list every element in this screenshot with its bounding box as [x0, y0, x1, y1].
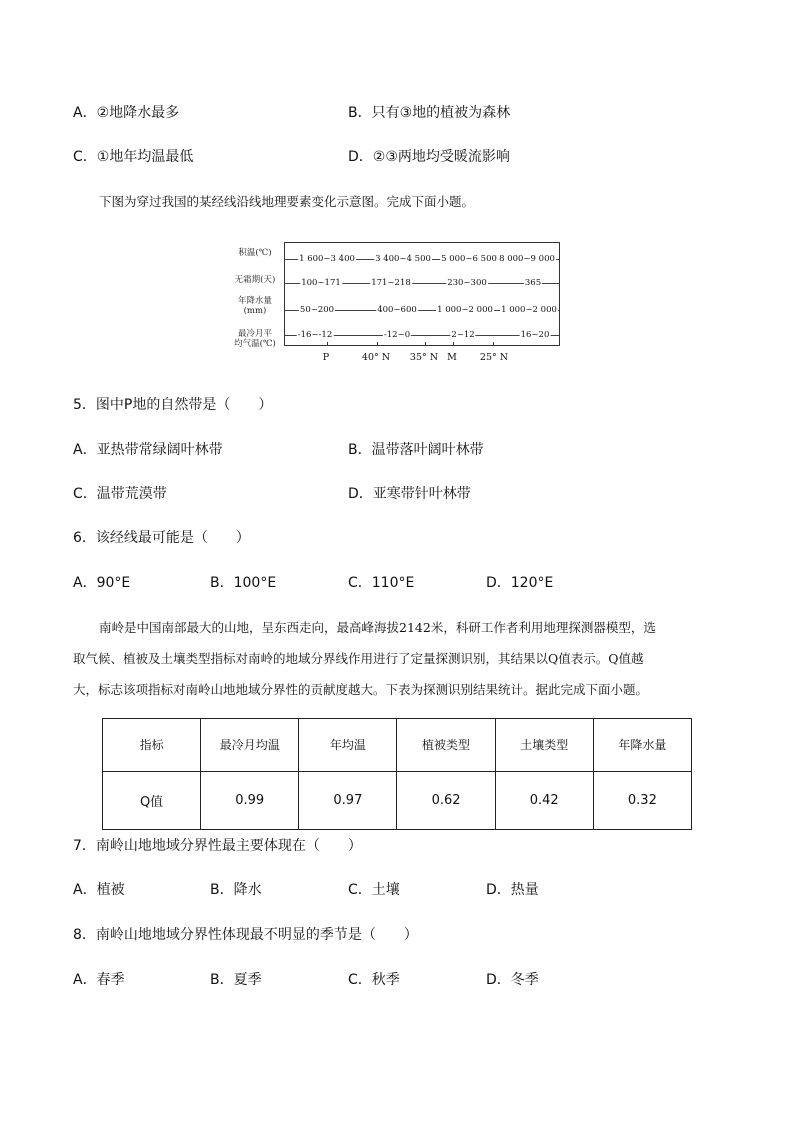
table-header-cell: 土壤类型 — [495, 719, 593, 772]
cell-value: -16~-12 — [297, 330, 333, 340]
q5-option-d[interactable]: D．亚寒带针叶林带 — [348, 486, 471, 502]
axis-tick — [425, 342, 426, 346]
intro-line: 大，标志该项指标对南岭山地地域分界性的贡献度越大。下表为探测识别结果统计。据此完成下面小题。 — [73, 682, 649, 697]
q8-option-d[interactable]: D．冬季 — [486, 972, 539, 988]
q5-option-b[interactable]: B．温带落叶阔叶林带 — [348, 442, 484, 458]
table-header-cell: 指标 — [103, 719, 201, 772]
q7-option-c[interactable]: C．土壤 — [348, 882, 400, 898]
row-label-coldest-month: 最冷月平 均气温(℃) — [234, 329, 276, 349]
figure-intro: 下图为穿过我国的某经线沿线地理要素变化示意图。完成下面小题。 — [99, 194, 475, 209]
axis-label-m: M — [447, 352, 457, 363]
table-cell: 0.99 — [201, 771, 299, 829]
question-5-stem: 5．图中P地的自然带是（ ） — [73, 397, 273, 413]
q5-option-c[interactable]: C．温带荒漠带 — [73, 486, 167, 502]
cell-value: 100~171 — [301, 278, 341, 288]
table-cell: 0.42 — [495, 771, 593, 829]
q7-option-d[interactable]: D．热量 — [486, 882, 539, 898]
axis-tick — [493, 342, 494, 346]
cell-value: 16~20 — [520, 330, 550, 340]
table-header-cell: 最冷月均温 — [201, 719, 299, 772]
q7-option-a[interactable]: A．植被 — [73, 882, 125, 898]
option-a[interactable]: A．②地降水最多 — [73, 105, 180, 121]
row-label-accumulated-temp: 积温(℃) — [238, 248, 272, 258]
cell-value: 2~12 — [451, 330, 475, 340]
cell-value: 8 000~9 000 — [499, 254, 555, 264]
table-header-cell: 年降水量 — [593, 719, 691, 772]
axis-label-35n: 35° N — [409, 352, 439, 363]
q-value-table — [102, 718, 692, 830]
cell-value: 1 000~2 000 — [437, 305, 493, 315]
cell-value: 50~200 — [299, 305, 335, 315]
axis-label-25n: 25° N — [479, 352, 509, 363]
cell-value: 1 000~2 000 — [501, 305, 557, 315]
question-7-stem: 7．南岭山地地域分界性最主要体现在（ ） — [73, 838, 362, 854]
meridian-figure — [228, 242, 560, 368]
axis-tick — [377, 342, 378, 346]
question-6-stem: 6．该经线最可能是（ ） — [73, 530, 250, 546]
cell-value: 5 000~6 500 — [441, 254, 497, 264]
q6-option-a[interactable]: A．90°E — [73, 575, 131, 591]
table-cell: 0.32 — [593, 771, 691, 829]
row-label-frost-free: 无霜期(天) — [234, 275, 276, 285]
table-header-cell: 植被类型 — [397, 719, 495, 772]
q7-option-b[interactable]: B．降水 — [210, 882, 262, 898]
axis-label-40n: 40° N — [361, 352, 391, 363]
nanling-intro — [73, 612, 723, 705]
table-cell: 0.62 — [397, 771, 495, 829]
cell-value: 365 — [524, 278, 542, 288]
q8-option-c[interactable]: C．秋季 — [348, 972, 400, 988]
table-header-cell: 年均温 — [299, 719, 397, 772]
table-header-row — [103, 719, 692, 772]
option-c[interactable]: C．①地年均温最低 — [73, 149, 194, 165]
q8-option-a[interactable]: A．春季 — [73, 972, 125, 988]
cell-value: 3 400~4 500 — [375, 254, 431, 264]
cell-value: -12~0 — [383, 330, 411, 340]
axis-label-p: P — [322, 352, 330, 363]
table-cell: Q值 — [103, 771, 201, 829]
cell-value: 230~300 — [447, 278, 487, 288]
intro-line: 南岭是中国南部最大的山地，呈东西走向，最高峰海拔2142米，科研工作者利用地理探测器模型，选 — [99, 620, 656, 635]
table-row — [103, 771, 692, 829]
cell-value: 171~218 — [371, 278, 411, 288]
axis-tick — [453, 342, 454, 346]
cell-value: 1 600~3 400 — [299, 254, 355, 264]
intro-line: 取气候、植被及土壤类型指标对南岭的地域分界线作用进行了定量探测识别，其结果以Q值表示。Q值越 — [73, 651, 644, 666]
figure-frame — [284, 242, 560, 346]
table-cell: 0.97 — [299, 771, 397, 829]
question-8-stem: 8．南岭山地地域分界性体现最不明显的季节是（ ） — [73, 927, 418, 943]
option-d[interactable]: D．②③两地均受暖流影响 — [348, 149, 510, 165]
q6-option-b[interactable]: B．100°E — [210, 575, 277, 591]
q5-option-a[interactable]: A．亚热带常绿阔叶林带 — [73, 442, 223, 458]
cell-value: 400~600 — [377, 305, 417, 315]
q6-option-d[interactable]: D．120°E — [486, 575, 554, 591]
axis-tick — [327, 342, 328, 346]
q8-option-b[interactable]: B．夏季 — [210, 972, 262, 988]
option-b[interactable]: B．只有③地的植被为森林 — [348, 105, 511, 121]
row-label-precipitation: 年降水量 (mm) — [237, 296, 272, 316]
q6-option-c[interactable]: C．110°E — [348, 575, 415, 591]
